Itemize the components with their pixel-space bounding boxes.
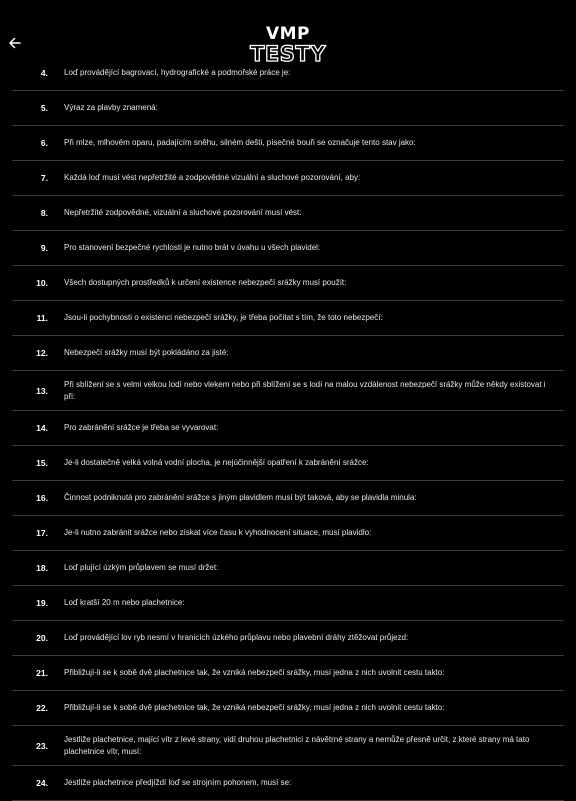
question-number: 18. xyxy=(36,563,48,573)
top-bar xyxy=(0,0,576,64)
question-number: 7. xyxy=(40,173,48,183)
question-number: 11. xyxy=(36,313,48,323)
question-number: 13. xyxy=(36,385,48,396)
question-text: Pro stanovení bezpečné rychlosti je nutno brát v úvahu u všech plavidel: xyxy=(64,243,321,253)
question-row-7[interactable] xyxy=(12,161,564,196)
question-text: Je-li dostatečně velká volná vodní plocha, je nejúčinnější opatření k zabránění srážce: xyxy=(64,458,369,468)
question-text: Loď provádějící lov ryb nesmí v hranicích úzkého průplavu nebo plavební dráhy ztěžovat průjezd: xyxy=(64,633,409,643)
question-text: Jsou-li pochybnosti o existenci nebezpečí srážky, je třeba počítat s tím, že toto nebezpečí: xyxy=(64,313,383,323)
question-row-24[interactable] xyxy=(12,766,564,801)
question-row-6[interactable] xyxy=(12,126,564,161)
question-row-13[interactable] xyxy=(12,371,564,411)
question-text: Při sblížení se s velmi velkou lodí nebo vlekem nebo při sblížení se s lodí na malou vzdálenost nebezpečí srážky může někdy existovat i při: xyxy=(64,380,546,401)
question-row-23[interactable] xyxy=(12,726,564,766)
question-text: Loď plující úzkým průplavem se musí držet: xyxy=(64,563,219,573)
question-row-17[interactable] xyxy=(12,516,564,551)
question-text: Přibližují-li se k sobě dvě plachetnice tak, že vzniká nebezpečí srážky, musí jedna z nich uvolnit cestu takto: xyxy=(64,668,445,678)
question-number: 21. xyxy=(36,668,48,678)
question-number: 17. xyxy=(36,528,48,538)
question-number: 16. xyxy=(36,493,48,503)
question-text: Nepřetržité zodpovědné, vizuální a sluchové pozorování musí vést: xyxy=(64,208,302,218)
question-number: 12. xyxy=(36,348,48,358)
logo-testy: TESTY xyxy=(250,42,326,66)
question-row-8[interactable] xyxy=(12,196,564,231)
question-row-9[interactable] xyxy=(12,231,564,266)
question-text: Jestliže plachetnice, mající vítr z levé strany, vidí druhou plachetnici z návětrné strany a nemůže přesně určit, z které strany má tato plachetnice vítr, musí: xyxy=(64,735,530,756)
question-row-18[interactable] xyxy=(12,551,564,586)
question-text: Pro zabránění srážce je třeba se vyvarovat: xyxy=(64,423,219,433)
question-number: 4. xyxy=(40,68,48,78)
question-text: Nebezpečí srážky musí být pokládáno za jisté: xyxy=(64,348,229,358)
question-row-15[interactable] xyxy=(12,446,564,481)
question-text: Činnost podniknutá pro zabránění srážce s jiným plavidlem musí být taková, aby se plavidla minula: xyxy=(64,493,417,503)
question-row-21[interactable] xyxy=(12,656,564,691)
question-number: 6. xyxy=(40,138,48,148)
question-text: Každá loď musí vést nepřetržité a zodpovědné vizuální a sluchové pozorování, aby: xyxy=(64,173,361,183)
question-number: 19. xyxy=(36,598,48,608)
question-number: 22. xyxy=(36,703,48,713)
question-text: Všech dostupných prostředků k určení existence nebezpečí srážky musí použít: xyxy=(64,278,347,288)
question-number: 8. xyxy=(40,208,48,218)
question-row-16[interactable] xyxy=(12,481,564,516)
question-number: 24. xyxy=(36,778,48,788)
question-row-12[interactable] xyxy=(12,336,564,371)
question-number: 15. xyxy=(36,458,48,468)
question-text: Loď provádějící bagrovací, hydrografické a podmořské práce je: xyxy=(64,68,291,78)
question-row-5[interactable] xyxy=(12,91,564,126)
question-number: 14. xyxy=(36,423,48,433)
question-number: 23. xyxy=(36,740,48,751)
logo-vmp: VMP xyxy=(265,24,311,44)
question-row-14[interactable] xyxy=(12,411,564,446)
question-row-11[interactable] xyxy=(12,301,564,336)
question-row-10[interactable] xyxy=(12,266,564,301)
question-row-20[interactable] xyxy=(12,621,564,656)
question-number: 20. xyxy=(36,633,48,643)
question-number: 10. xyxy=(36,278,48,288)
question-text: Výraz za plavby znamená: xyxy=(64,103,158,113)
question-row-4[interactable] xyxy=(12,56,564,91)
question-text: Jestliže plachetnice předjíždí loď se strojním pohonem, musí se: xyxy=(64,778,292,788)
question-number: 5. xyxy=(40,103,48,113)
question-text: Při mlze, mlhovém oparu, padajícím sněhu, silném dešti, písečné bouři se označuje tento stav jako: xyxy=(64,138,416,148)
question-row-22[interactable] xyxy=(12,691,564,726)
question-number: 9. xyxy=(40,243,48,253)
question-list xyxy=(12,56,564,801)
question-text: Je-li nutno zabránit srážce nebo získat více času k vyhodnocení situace, musí plavidlo: xyxy=(64,528,372,538)
question-row-19[interactable] xyxy=(12,586,564,621)
question-text: Přibližují-li se k sobě dvě plachetnice tak, že vzniká nebezpečí srážky, musí jedna z nich uvolnit cestu takto: xyxy=(64,703,445,713)
question-text: Loď kratší 20 m nebo plachetnice: xyxy=(64,598,185,608)
